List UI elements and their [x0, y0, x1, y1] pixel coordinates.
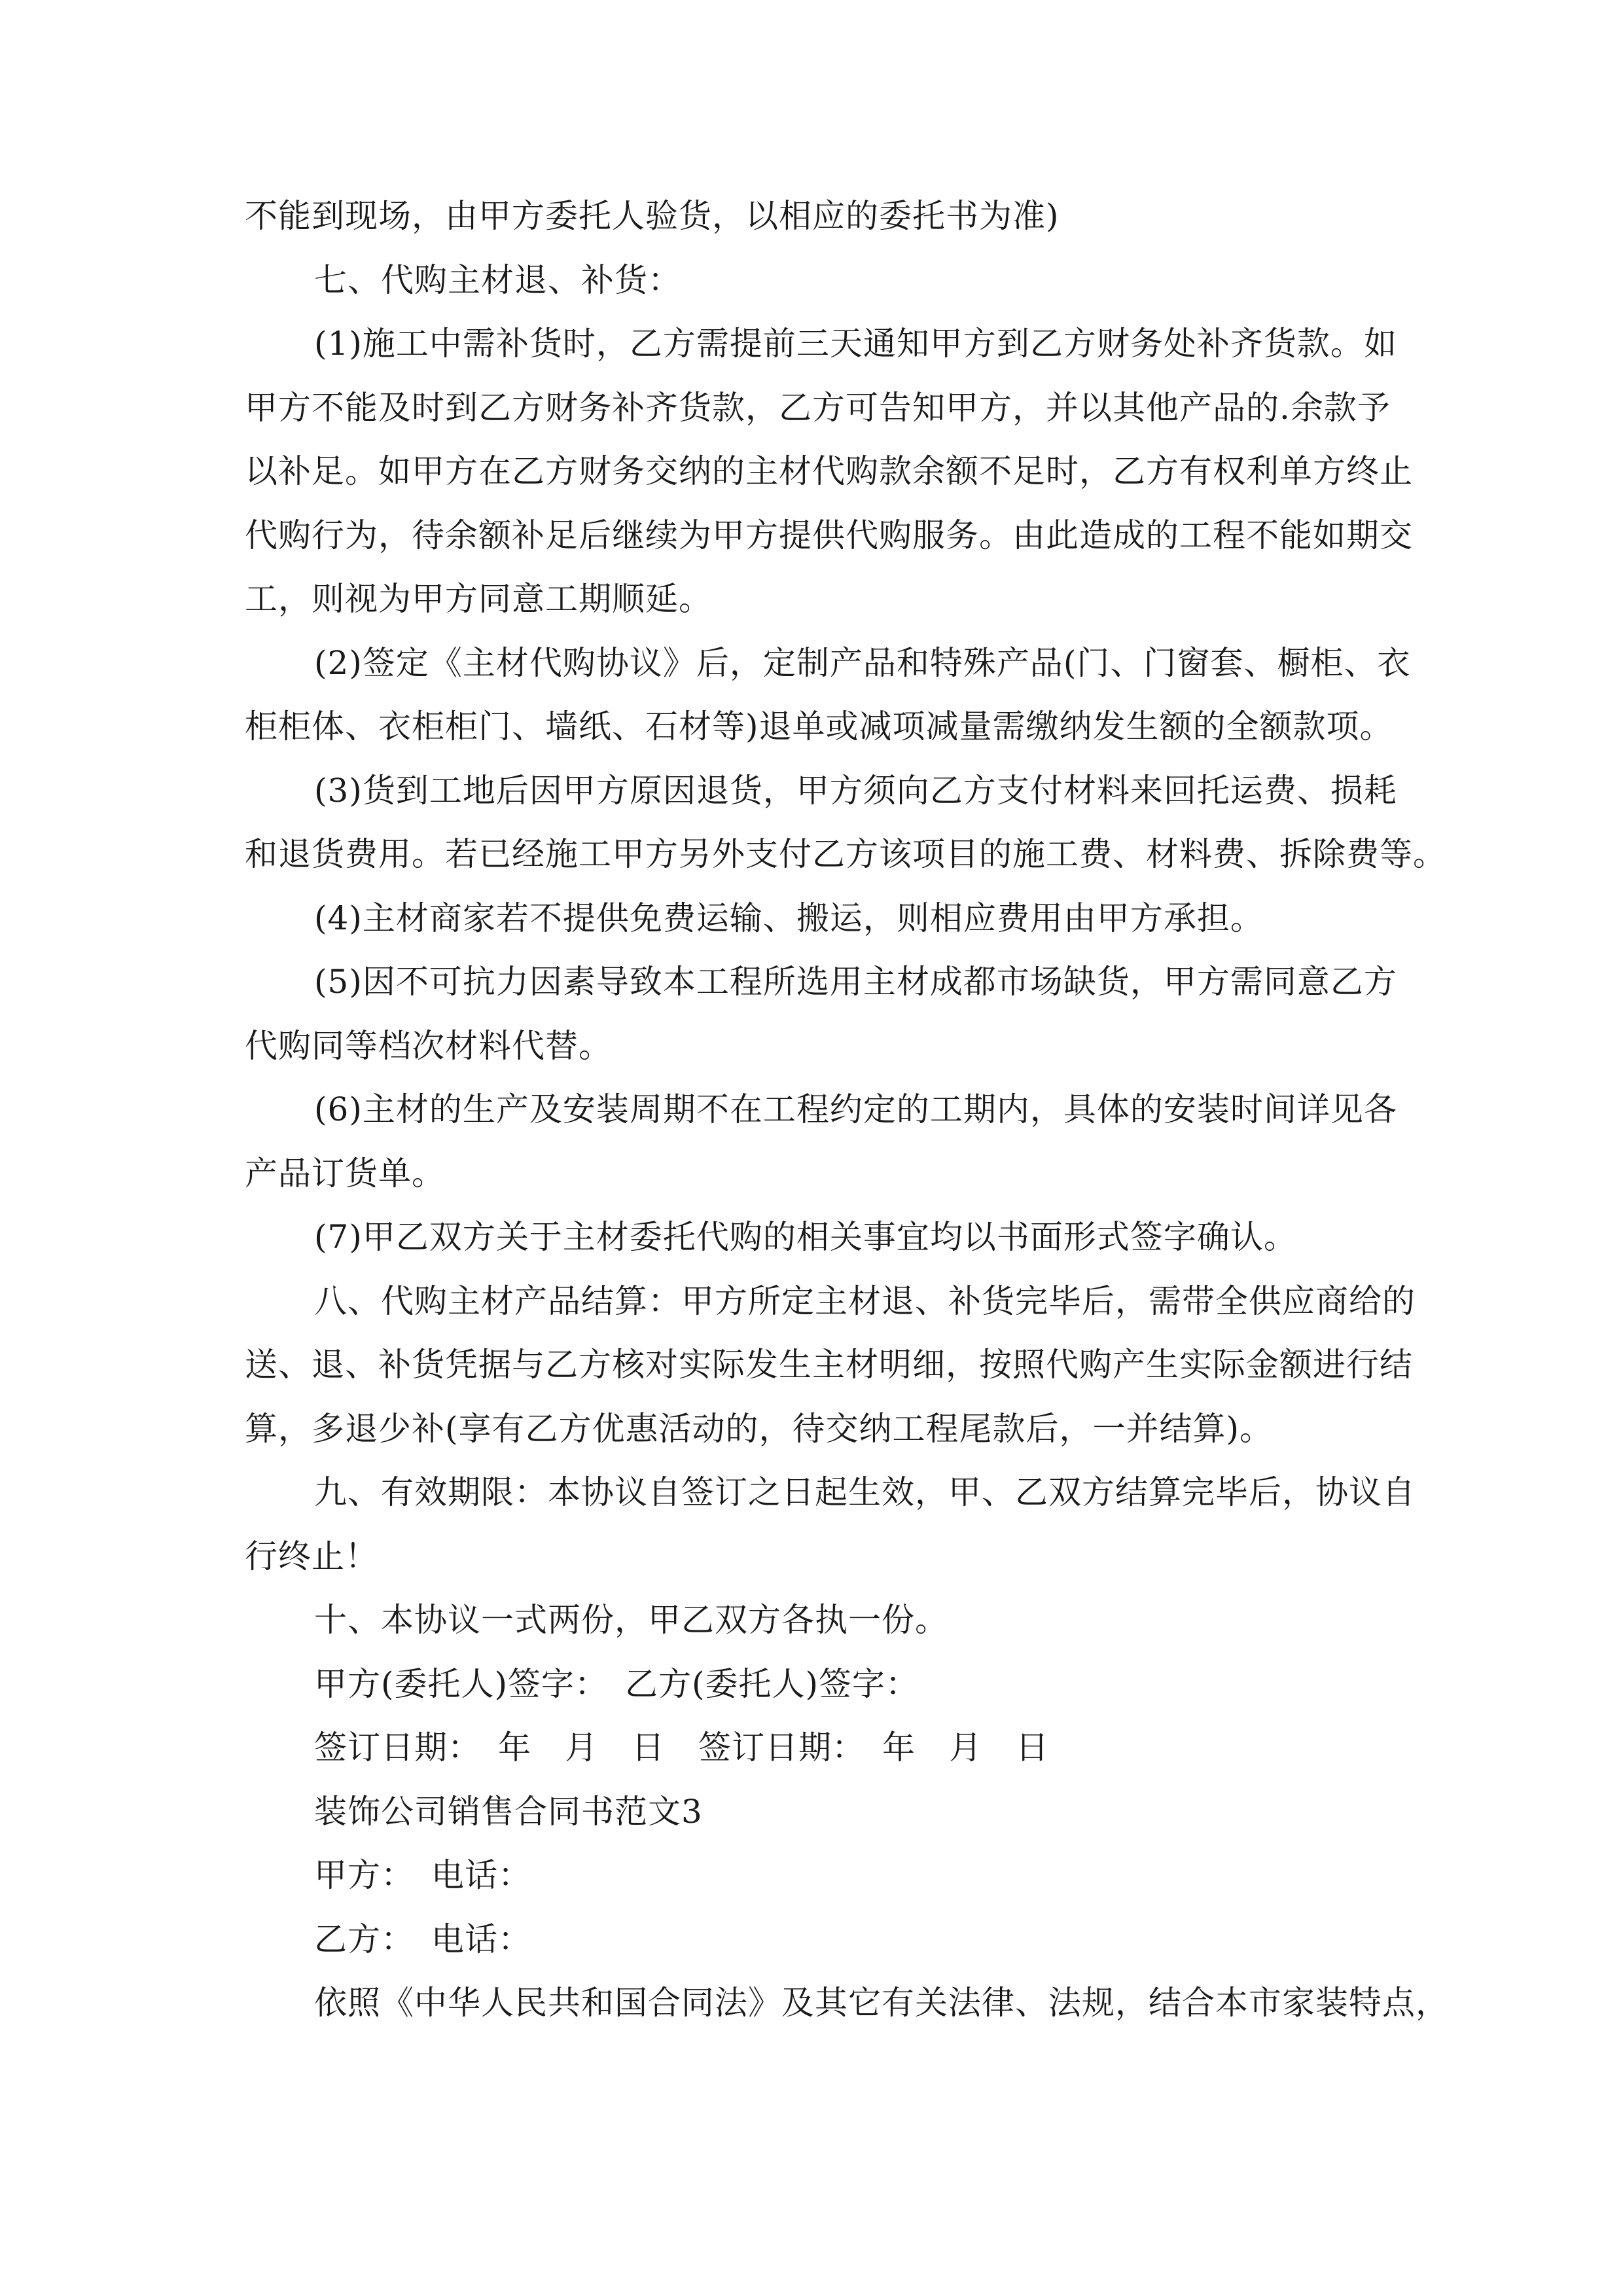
text-line: 甲方不能及时到乙方财务补齐货款，乙方可告知甲方，并以其他产品的.余款予: [245, 388, 1391, 427]
signature-line: 甲方(委托人)签字： 乙方(委托人)签字：: [314, 1664, 919, 1703]
section-heading: 十、本协议一式两份，甲乙双方各执一份。: [314, 1601, 948, 1639]
text-line: 产品订货单。: [245, 1154, 445, 1193]
text-line: 代购行为，待余额补足后继续为甲方提供代购服务。由此造成的工程不能如期交: [245, 516, 1413, 554]
text-line: 代购同等档次材料代替。: [245, 1026, 612, 1065]
party-b-line: 乙方： 电话：: [314, 1920, 531, 1958]
text-line: (1)施工中需补货时，乙方需提前三天通知甲方到乙方财务处补齐货款。如: [314, 325, 1397, 363]
text-line: 送、退、补货凭据与乙方核对实际发生主材明细，按照代购产生实际金额进行结: [245, 1346, 1413, 1384]
document-title: 装饰公司销售合同书范文3: [314, 1792, 703, 1831]
text-line: 依照《中华人民共和国合同法》及其它有关法律、法规，结合本市家装特点，: [314, 1984, 1449, 2022]
party-a-line: 甲方： 电话：: [314, 1856, 531, 1894]
section-heading: 七、代购主材退、补货：: [314, 260, 681, 299]
text-line: (3)货到工地后因甲方原因退货，甲方须向乙方支付材料来回托运费、损耗: [314, 771, 1397, 810]
section-heading: 八、代购主材产品结算：甲方所定主材退、补货完毕后，需带全供应商给的: [314, 1282, 1416, 1320]
document-body: [245, 185, 1449, 2036]
text-line: 不能到现场，由甲方委托人验货，以相应的委托书为准): [245, 197, 1060, 235]
text-line: 柜柜体、衣柜柜门、墙纸、石材等)退单或减项减量需缴纳发生额的全额款项。: [245, 708, 1393, 745]
text-line: 算，多退少补(享有乙方优惠活动的，待交纳工程尾款后，一并结算)。: [245, 1409, 1274, 1448]
text-line: 工，则视为甲方同意工期顺延。: [245, 580, 712, 618]
text-line: 和退货费用。若已经施工甲方另外支付乙方该项目的施工费、材料费、拆除费等。: [245, 835, 1446, 873]
section-heading: 九、有效期限：本协议自签订之日起生效，甲、乙双方结算完毕后，协议自: [314, 1473, 1416, 1511]
text-line: 行终止！: [245, 1537, 378, 1575]
date-line: 签订日期： 年 月 日 签订日期： 年 月 日: [314, 1729, 1049, 1767]
text-line: (5)因不可抗力因素导致本工程所选用主材成都市场缺货，甲方需同意乙方: [314, 963, 1397, 1001]
text-line: 以补足。如甲方在乙方财务交纳的主材代购款余额不足时，乙方有权利单方终止: [245, 452, 1413, 490]
text-line: (4)主材商家若不提供免费运输、搬运，则相应费用由甲方承担。: [314, 899, 1264, 937]
text-line: (2)签定《主材代购协议》后，定制产品和特殊产品(门、门窗套、橱柜、衣: [314, 643, 1411, 682]
text-line: (7)甲乙双方关于主材委托代购的相关事宜均以书面形式签字确认。: [314, 1218, 1297, 1256]
text-line: (6)主材的生产及安装周期不在工程约定的工期内，具体的安装时间详见各: [314, 1090, 1397, 1128]
